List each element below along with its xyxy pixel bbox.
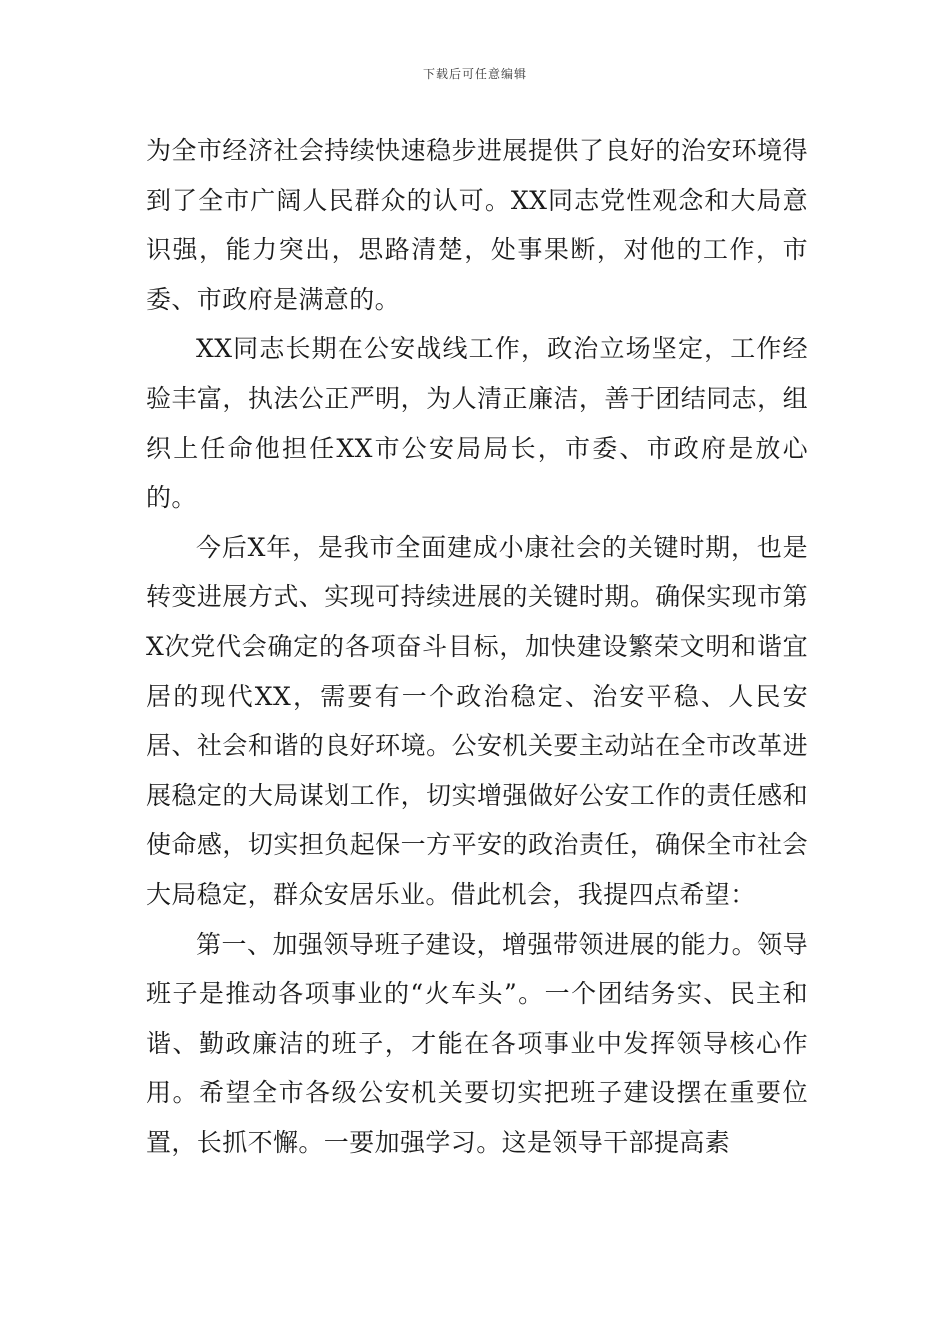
paragraph: 今后X年，是我市全面建成小康社会的关键时期，也是转变进展方式、实现可持续进展的关键时期。确保实现市第X次党代会确定的各项奋斗目标，加快建设繁荣文明和谐宜居的现代XX，需要有一个政治稳定、治安平稳、人民安居、社会和谐的良好环境。公安机关要主动站在全市改革进展稳定的大局谋划工作，切实增强做好公安工作的责任感和使命感，切实担负起保一方平安的政治责任，确保全市社会大局稳定，群众安居乐业。借此机会，我提四点希望：	[146, 532, 808, 909]
paragraph: XX同志长期在公安战线工作，政治立场坚定，工作经验丰富，执法公正严明，为人清正廉洁，善于团结同志，组织上任命他担任XX市公安局局长，市委、市政府是放心的。	[146, 334, 808, 513]
paragraph: 第一、加强领导班子建设，增强带领进展的能力。领导班子是推动各项事业的“火车头”。一个团结务实、民主和谐、勤政廉洁的班子，才能在各项事业中发挥领导核心作用。希望全市各级公安机关要切实把班子建设摆在重要位置，长抓不懈。一要加强学习。这是领导干部提高素	[146, 929, 808, 1157]
paragraph-continued: 为全市经济社会持续快速稳步进展提供了良好的治安环境得到了全市广阔人民群众的认可。XX同志党性观念和大局意识强，能力突出，思路清楚，处事果断，对他的工作，市委、市政府是满意的。	[146, 136, 808, 314]
header-note: 下载后可任意编辑	[422, 67, 527, 81]
document-body	[146, 126, 808, 1167]
